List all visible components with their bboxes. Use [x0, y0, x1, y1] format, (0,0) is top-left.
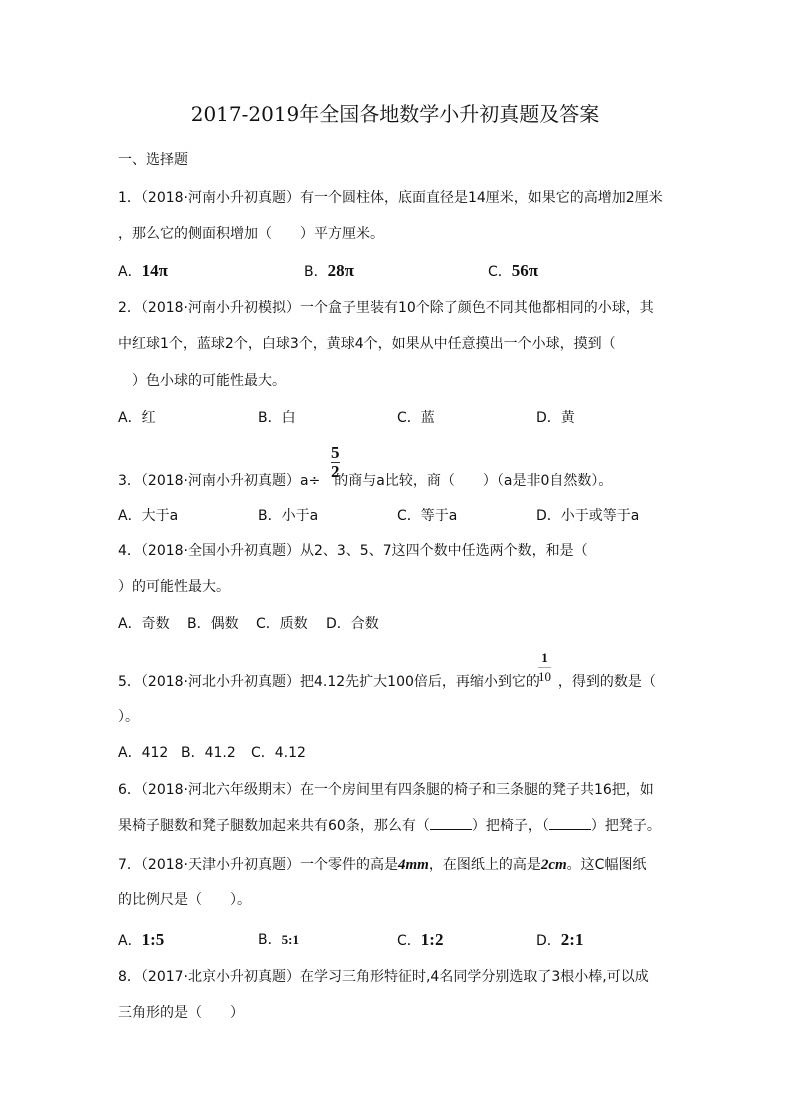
question-7-line-2: 的比例尺是（ ）。 [118, 892, 251, 908]
q5-text-pre: 5．（2018·河北小升初真题）把4.12先扩大100倍后，再缩小到它的 [118, 674, 540, 690]
option-key: B． [258, 932, 282, 948]
section-heading: 一、选择题 [118, 152, 188, 168]
q6-text-a: 果椅子腿数和凳子腿数加起来共有60条，那么有（ [118, 818, 430, 834]
question-8-line-2: 三角形的是（ ） [118, 1005, 244, 1021]
option-value: 2:1 [560, 930, 584, 949]
option-key: C． [488, 264, 512, 280]
q1-option-b [304, 262, 354, 281]
question-5-line-1 [118, 673, 656, 691]
answer-blank[interactable] [549, 817, 591, 830]
answer-blank[interactable] [430, 817, 472, 830]
q4-option-c: C．质数 [256, 616, 308, 632]
question-4-line-1: 4．（2018·全国小升初真题）从2、3、5、7这四个数中任选两个数，和是（ [118, 543, 588, 559]
q3-option-c: C．等于a [397, 508, 458, 524]
q5-text-post: ，得到的数是（ [557, 674, 656, 690]
question-6-line-1: 6．（2018·河北六年级期末）在一个房间里有四条腿的椅子和三条腿的凳子共16把，如 [118, 782, 654, 798]
document-title: 2017-2019年全国各地数学小升初真题及答案 [190, 102, 600, 126]
q5-option-a: A．412 [118, 745, 169, 761]
q3-text-post: 的商与a比较，商（ ）（a是非0自然数）。 [334, 473, 613, 489]
q7-option-c [397, 931, 443, 950]
q3-option-a: A．大于a [118, 508, 179, 524]
q5-option-b: B．41.2 [181, 745, 236, 761]
option-value: 5:1 [281, 932, 299, 947]
q4-option-a: A．奇数 [118, 616, 170, 632]
q5-fraction [538, 650, 551, 685]
q7-option-b [258, 931, 299, 949]
q4-option-d: D．合数 [326, 616, 379, 632]
question-5-line-2: ）。 [118, 709, 139, 725]
q3-text-pre: 3．（2018·河南小升初真题）a÷ [118, 473, 321, 489]
question-4-line-2: ）的可能性最大。 [118, 579, 230, 595]
q2-option-d: D．黄 [536, 410, 575, 426]
q3-option-d: D．小于或等于a [536, 508, 640, 524]
q4-option-b: B．偶数 [187, 616, 239, 632]
question-2-line-3: ）色小球的可能性最大。 [118, 373, 286, 389]
option-key: A． [118, 264, 142, 280]
q7-option-d [536, 931, 583, 950]
question-6-line-2 [118, 817, 661, 835]
question-2-line-2: 中红球1个，蓝球2个，白球3个，黄球4个，如果从中任意摸出一个小球，摸到（ [118, 336, 616, 352]
question-7-line-1 [118, 856, 646, 874]
q3-option-b: B．小于a [258, 508, 319, 524]
q2-option-a: A．红 [118, 410, 156, 426]
option-value: 1:5 [141, 930, 165, 949]
option-key: A． [118, 933, 142, 949]
q6-text-c: ）把凳子。 [590, 818, 661, 834]
question-2-line-1: 2．（2018·河南小升初模拟）一个盒子里装有10个除了颜色不同其他都相同的小球，其 [118, 300, 654, 316]
q3-fraction [331, 445, 340, 480]
option-value: 14π [141, 261, 168, 280]
q1-option-a [118, 262, 168, 281]
fraction-numerator: 5 [331, 443, 340, 462]
q1-option-c [488, 262, 538, 281]
fraction-denominator: 10 [538, 669, 551, 684]
q7-math-4mm: 4mm [398, 857, 429, 873]
question-8-line-1: 8．（2017·北京小升初真题）在学习三角形特征时,4名同学分别选取了3根小棒,可以成 [118, 969, 649, 985]
q7-option-a [118, 931, 164, 950]
q2-option-c: C．蓝 [397, 410, 435, 426]
fraction-numerator: 1 [541, 650, 548, 665]
option-value: 28π [327, 261, 354, 280]
question-3 [118, 472, 612, 490]
fraction-denominator: 2 [331, 462, 340, 481]
option-value: 1:2 [420, 930, 444, 949]
fraction-bar [538, 667, 551, 668]
question-1-line-2: ，那么它的侧面积增加（ ）平方厘米。 [118, 226, 384, 242]
q5-option-c: C．4.12 [251, 745, 306, 761]
question-1-line-1: 1．（2018·河南小升初真题）有一个圆柱体，底面直径是14厘米，如果它的高增加2厘米 [118, 190, 663, 206]
option-key: C． [397, 933, 421, 949]
q7-text-post: 。这C幅图纸 [566, 857, 647, 873]
q7-math-2cm: 2cm [540, 857, 567, 873]
option-key: B． [304, 264, 328, 280]
q7-text-pre: 7．（2018·天津小升初真题）一个零件的高是 [118, 857, 398, 873]
q7-text-mid: ，在图纸上的高是 [428, 857, 541, 873]
option-value: 56π [511, 261, 539, 280]
option-key: D． [536, 933, 561, 949]
q2-option-b: B．白 [258, 410, 296, 426]
q6-text-b: ）把椅子，（ [471, 818, 549, 834]
